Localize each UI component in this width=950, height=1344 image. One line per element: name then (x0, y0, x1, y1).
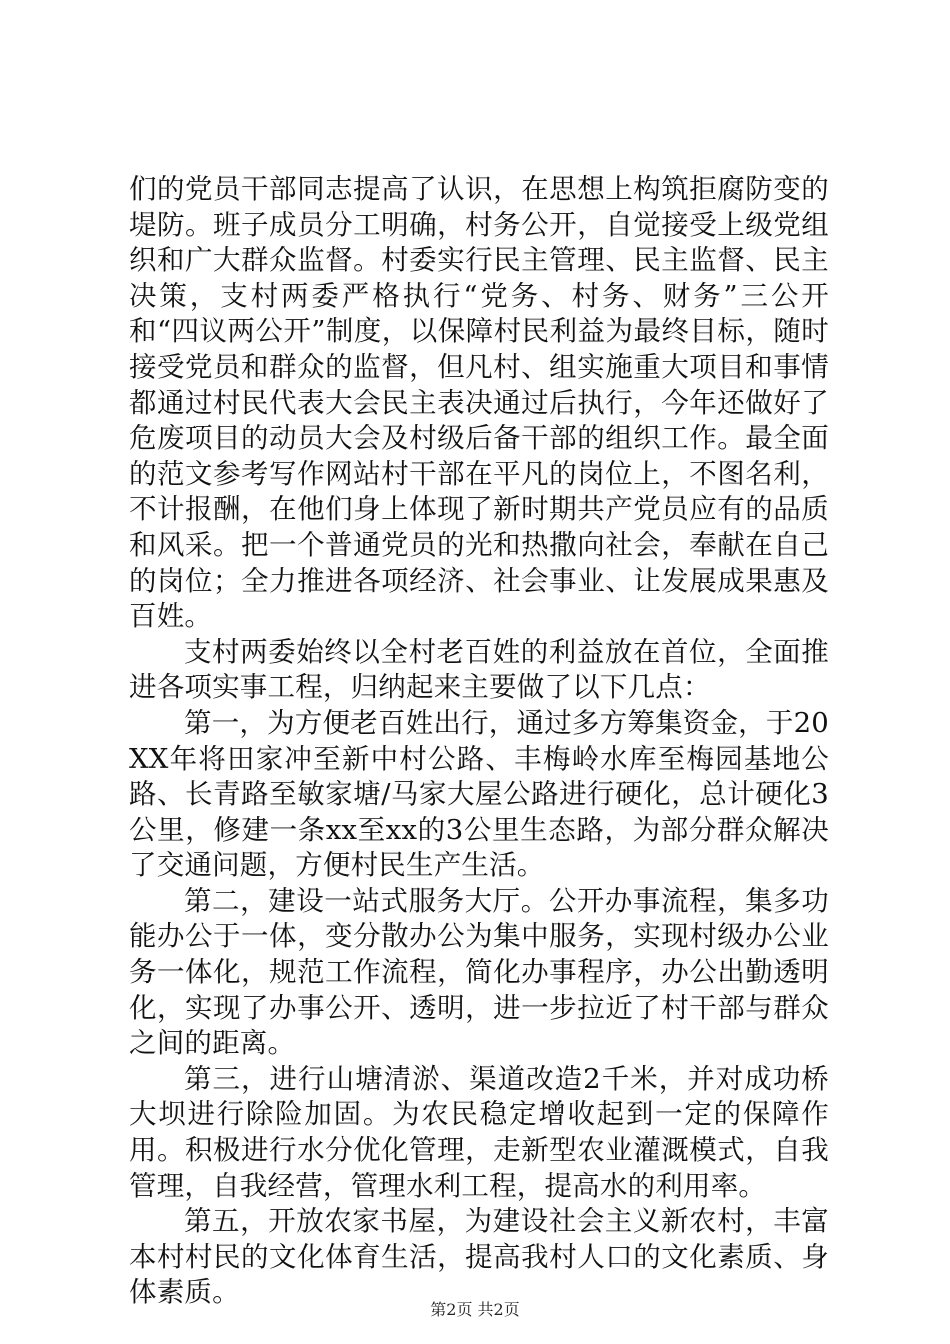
paragraph-item-fifth: 第五，开放农家书屋，为建设社会主义新农村，丰富本村村民的文化体育生活，提高我村人口的文化素质、身体素质。 (129, 1205, 829, 1309)
paragraph-overview: 支村两委始终以全村老百姓的利益放在首位，全面推进各项实事工程，归纳起来主要做了以下几点： (129, 635, 829, 704)
paragraph-continuation: 们的党员干部同志提高了认识，在思想上构筑拒腐防变的堤防。班子成员分工明确，村务公开，自觉接受上级党组织和广大群众监督。村委实行民主管理、民主监督、民主决策，支村两委严格执行“党务、村务、财务”三公开和“四议两公开”制度，以保障村民利益为最终目标，随时接受党员和群众的监督，但凡村、组实施重大项目和事情都通过村民代表大会民主表决通过后执行，今年还做好了危废项目的动员大会及村级后备干部的组织工作。最全面的范文参考写作网站村干部在平凡的岗位上，不图名利，不计报酬，在他们身上体现了新时期共产党员应有的品质和风采。把一个普通党员的光和热撒向社会，奉献在自己的岗位；全力推进各项经济、社会事业、让发展成果惠及百姓。 (129, 173, 829, 633)
paragraph-item-first: 第一，为方便老百姓出行，通过多方筹集资金，于20XX年将田家冲至新中村公路、丰梅岭水库至梅园基地公路、长青路至敏家塘/马家大屋公路进行硬化，总计硬化3公里，修建一条xx至xx的3公里生态路，为部分群众解决了交通问题，方便村民生产生活。 (129, 706, 829, 882)
document-body (129, 172, 829, 1311)
page-number-footer: 第2页 共2页 (430, 1300, 520, 1319)
paragraph-item-third: 第三，进行山塘清淤、渠道改造2千米，并对成功桥大坝进行除险加固。为农民稳定增收起到一定的保障作用。积极进行水分优化管理，走新型农业灌溉模式，自我管理，自我经营，管理水利工程，提高水的利用率。 (129, 1062, 829, 1202)
paragraph-item-second: 第二，建设一站式服务大厅。公开办事流程，集多功能办公于一体，变分散办公为集中服务，实现村级办公业务一体化，规范工作流程，简化办事程序，办公出勤透明化，实现了办事公开、透明，进一步拉近了村干部与群众之间的距离。 (129, 884, 829, 1060)
